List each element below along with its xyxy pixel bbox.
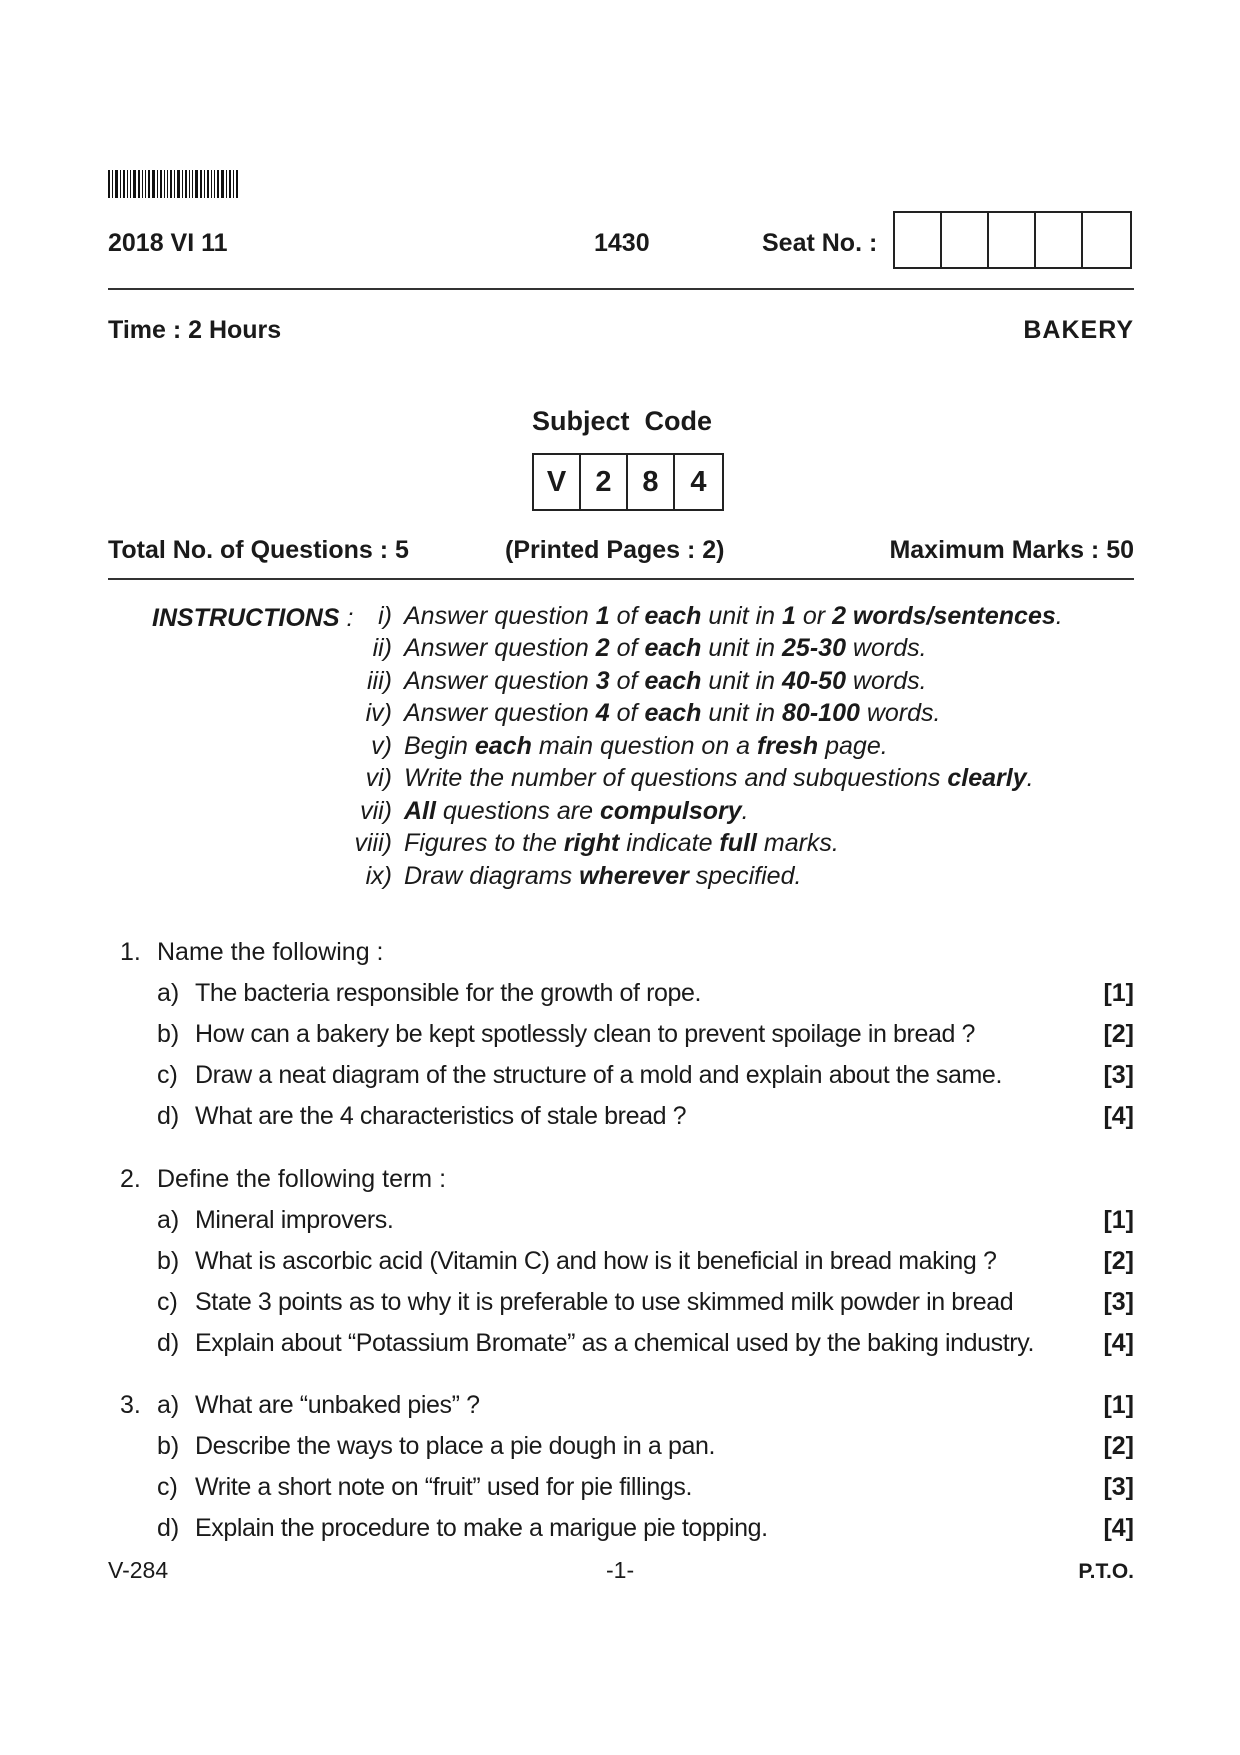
instruction-number: vi) — [365, 764, 392, 793]
subquestion-letter: a) — [157, 1206, 180, 1234]
seat-box — [942, 213, 989, 267]
subquestion-marks: [1] — [1103, 1206, 1134, 1234]
instruction-text: Draw diagrams wherever specified. — [404, 861, 802, 890]
instruction-item — [330, 665, 1063, 698]
instruction-item — [330, 795, 1063, 828]
subject-code-char: V — [534, 455, 581, 509]
total-questions: Total No. of Questions : 5 — [108, 536, 409, 564]
subquestion-letter: d) — [157, 1514, 180, 1542]
instruction-item — [330, 763, 1063, 796]
subquestion-letter: a) — [157, 979, 180, 1007]
instruction-text: All questions are compulsory. — [404, 796, 749, 825]
instruction-item — [330, 730, 1063, 763]
question-title: Name the following : — [157, 938, 384, 966]
subquestion-text: What are “unbaked pies” ? — [195, 1391, 480, 1419]
seat-box — [1036, 213, 1083, 267]
subquestion-marks: [3] — [1103, 1288, 1134, 1316]
seat-box — [989, 213, 1036, 267]
time-allowed: Time : 2 Hours — [108, 316, 282, 344]
question-number: 1. — [120, 938, 141, 966]
subquestion-marks: [4] — [1103, 1102, 1134, 1130]
subquestion-letter: b) — [157, 1247, 180, 1275]
instructions-list — [330, 600, 1063, 893]
subquestion-marks: [3] — [1103, 1473, 1134, 1501]
subject-code-char: 4 — [690, 465, 707, 498]
instruction-item — [330, 600, 1063, 633]
subquestion-marks: [4] — [1103, 1329, 1134, 1357]
subquestion-text: Explain about “Potassium Bromate” as a chemical used by the baking industry. — [195, 1329, 1035, 1357]
paper-number: 1430 — [594, 229, 650, 257]
page-number: -1- — [606, 1557, 635, 1583]
subquestion-text: Write a short note on “fruit” used for pie fillings. — [195, 1473, 693, 1501]
subquestion-letter: c) — [157, 1288, 178, 1316]
instruction-item — [330, 698, 1063, 731]
instruction-number: iii) — [367, 666, 392, 695]
instruction-number: v) — [371, 731, 392, 760]
question-title: Define the following term : — [157, 1165, 447, 1193]
subquestion-letter: b) — [157, 1020, 180, 1048]
subquestion-text: Explain the procedure to make a marigue pie topping. — [195, 1514, 768, 1542]
question-number: 3. — [120, 1391, 141, 1419]
footer-code: V-284 — [108, 1557, 169, 1583]
instructions-label: INSTRUCTIONS : — [152, 604, 354, 632]
subquestion-text: The bacteria responsible for the growth of rope. — [195, 979, 702, 1007]
barcode — [108, 170, 240, 198]
subquestion-text: Mineral improvers. — [195, 1206, 394, 1234]
instruction-text: Begin each main question on a fresh page. — [404, 731, 888, 760]
instruction-text: Answer question 3 of each unit in 40-50 words. — [404, 666, 927, 695]
subquestion-letter: d) — [157, 1329, 180, 1357]
printed-pages: (Printed Pages : 2) — [505, 536, 725, 564]
seat-box — [1083, 213, 1130, 267]
subquestion-letter: d) — [157, 1102, 180, 1130]
subquestion-marks: [2] — [1103, 1247, 1134, 1275]
exam-code: 2018 VI 11 — [108, 229, 228, 257]
seat-number-boxes — [893, 211, 1132, 269]
instruction-item — [330, 828, 1063, 861]
subquestion-text: Describe the ways to place a pie dough in a pan. — [195, 1432, 716, 1460]
instruction-number: ii) — [372, 634, 392, 663]
instruction-number: viii) — [354, 829, 392, 858]
subquestion-marks: [3] — [1103, 1061, 1134, 1089]
subquestion-marks: [1] — [1103, 979, 1134, 1007]
instruction-text: Answer question 2 of each unit in 25-30 words. — [404, 634, 927, 663]
info-rule — [108, 578, 1134, 580]
subquestion-text: How can a bakery be kept spotlessly clean to prevent spoilage in bread ? — [195, 1020, 976, 1048]
header-rule — [108, 288, 1134, 290]
subquestion-marks: [2] — [1103, 1432, 1134, 1460]
instruction-number: vii) — [360, 796, 392, 825]
subquestion-marks: [4] — [1103, 1514, 1134, 1542]
subquestion-marks: [2] — [1103, 1020, 1134, 1048]
please-turn-over: P.T.O. — [1078, 1560, 1134, 1583]
seat-label: Seat No. : — [762, 229, 878, 257]
instruction-number: i) — [378, 601, 392, 630]
subquestion-letter: c) — [157, 1473, 178, 1501]
instruction-text: Figures to the right indicate full marks. — [404, 829, 839, 858]
instruction-item — [330, 860, 1063, 893]
subquestion-marks: [1] — [1103, 1391, 1134, 1419]
subject-code-label: Subject Code — [532, 406, 713, 436]
subject-code-boxes — [532, 453, 724, 511]
subquestion-letter: c) — [157, 1061, 178, 1089]
instruction-text: Answer question 1 of each unit in 1 or 2 words/sentences. — [404, 601, 1063, 630]
subquestion-text: What is ascorbic acid (Vitamin C) and how is it beneficial in bread making ? — [195, 1247, 997, 1275]
instruction-text: Write the number of questions and subquestions clearly. — [404, 764, 1034, 793]
instruction-number: ix) — [365, 861, 392, 890]
question-number: 2. — [120, 1165, 141, 1193]
maximum-marks: Maximum Marks : 50 — [889, 536, 1134, 564]
instruction-item — [330, 633, 1063, 666]
subquestion-text: Draw a neat diagram of the structure of a mold and explain about the same. — [195, 1061, 1002, 1089]
subquestion-text: What are the 4 characteristics of stale bread ? — [195, 1102, 687, 1130]
subquestion-text: State 3 points as to why it is preferable to use skimmed milk powder in bread — [195, 1288, 1014, 1316]
subject-title: BAKERY — [1023, 316, 1134, 344]
subquestion-letter: b) — [157, 1432, 180, 1460]
subject-code-char: 2 — [581, 455, 628, 509]
seat-box — [895, 213, 942, 267]
subquestion-letter: a) — [157, 1391, 180, 1419]
subject-code-char: 8 — [628, 455, 675, 509]
instruction-number: iv) — [365, 699, 392, 728]
instruction-text: Answer question 4 of each unit in 80-100 words. — [404, 699, 941, 728]
